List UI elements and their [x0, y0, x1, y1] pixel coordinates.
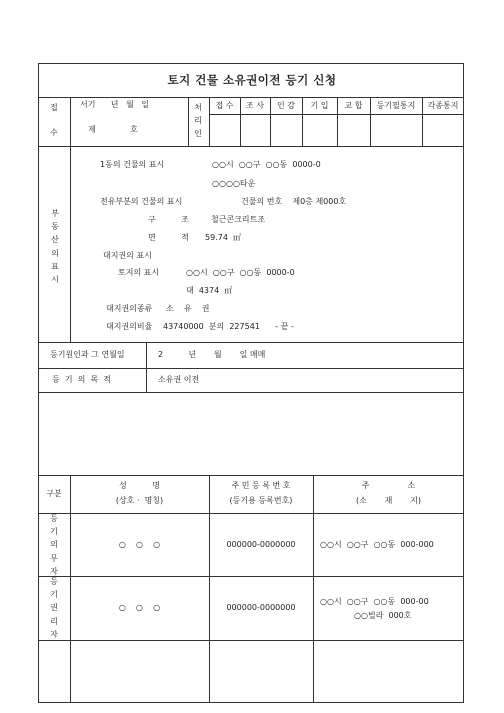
party-address-line2: ○○빌라 000호	[354, 611, 412, 620]
party-address-line1: ○○시 ○○구 ○○동 000-000	[320, 540, 434, 549]
rule	[38, 513, 464, 514]
property-line-value: 건물의 번호 제0층 제000호	[241, 197, 347, 206]
processing-col: 인 감	[277, 101, 295, 110]
party-name: ○ ○ ○	[118, 540, 161, 549]
party-type: 등 기 의 무 자	[50, 514, 58, 576]
processing-label: 처 리 인	[194, 103, 202, 139]
rule	[38, 368, 464, 369]
cause-label: 등기원인과 그 연월일	[50, 350, 125, 359]
rule	[38, 392, 464, 393]
parties-col-address-top: 주 소	[361, 481, 416, 490]
processing-col: 교 합	[344, 101, 363, 110]
property-line-value: 43740000 분의 227541 - 끝 -	[163, 322, 294, 331]
rule	[38, 475, 464, 476]
property-line-value: ○○시 ○○구 ○○동 0000-0	[186, 268, 295, 277]
parties-col-name-top: 성 명	[119, 481, 160, 490]
party-id: 000000-0000000	[226, 540, 296, 549]
rule	[313, 475, 314, 703]
property-line-value: ○○시 ○○구 ○○동 0000-0	[212, 160, 321, 169]
rule	[209, 475, 210, 703]
property-line-label: 면 적	[148, 233, 189, 242]
parties-col-type: 구분	[46, 489, 62, 498]
property-line-value: 59.74 ㎡	[205, 233, 241, 242]
purpose-label: 등 기 의 목 적	[52, 375, 111, 384]
property-line-value: ○○○○타운	[212, 179, 256, 188]
property-line-label: 대지권의 표시	[103, 251, 152, 260]
rule	[38, 342, 464, 343]
processing-col: 등기필통지	[376, 101, 416, 110]
property-line-label: 대지권의종류	[106, 304, 153, 313]
party-name: ○ ○ ○	[118, 603, 161, 612]
property-line-label: 전유부분의 건물의 표시	[100, 197, 183, 206]
rule	[188, 97, 189, 146]
page-title: 토지 건물 소유권이전 등기 신청	[167, 73, 337, 87]
rule	[38, 146, 464, 147]
party-address-line1: ○○시 ○○구 ○○동 000-00	[320, 597, 429, 606]
receipt-date: 서기 년 월 일	[80, 100, 150, 109]
rule	[38, 576, 464, 577]
rule	[38, 97, 464, 98]
rule	[146, 342, 147, 392]
party-id: 000000-0000000	[226, 603, 296, 612]
rule	[70, 475, 71, 703]
parties-col-id-top: 주 민 등 록 번 호	[231, 481, 291, 490]
processing-col: 각종통지	[427, 101, 459, 110]
parties-col-name-bottom: (상호 · 명칭)	[115, 496, 164, 505]
processing-col: 접 수	[215, 101, 234, 110]
rule	[70, 146, 71, 342]
receipt-label-bottom: 수	[50, 128, 58, 137]
receipt-number-suffix: 호	[130, 125, 138, 134]
party-type: 등 기 권 리 자	[50, 577, 58, 639]
purpose-value: 소유권 이전	[158, 375, 200, 384]
processing-col: 조 사	[246, 101, 264, 110]
receipt-label-top: 접	[50, 103, 58, 112]
rule	[38, 640, 464, 641]
rule	[70, 97, 71, 146]
property-line-value: 철근콘크리트조	[211, 215, 266, 224]
property-section-label: 부 동 산 의 표 시	[51, 209, 59, 284]
property-line-label: 구 조	[148, 215, 189, 224]
receipt-number-label: 제	[88, 125, 96, 134]
cause-value: 2 년 월 일 매매	[158, 350, 266, 359]
property-line-value: 대 4374 ㎡	[186, 286, 233, 295]
property-line-label: 1동의 건물의 표시	[100, 160, 165, 169]
parties-col-id-bottom: (등기용 등록번호)	[229, 496, 293, 505]
property-line-value: 소 유 권	[166, 304, 210, 313]
property-line-label: 대지권의비율	[106, 322, 153, 331]
processing-col: 기 입	[310, 101, 329, 110]
parties-col-address-bottom: (소 재 지)	[355, 496, 422, 505]
property-line-label: 토지의 표시	[118, 268, 160, 277]
